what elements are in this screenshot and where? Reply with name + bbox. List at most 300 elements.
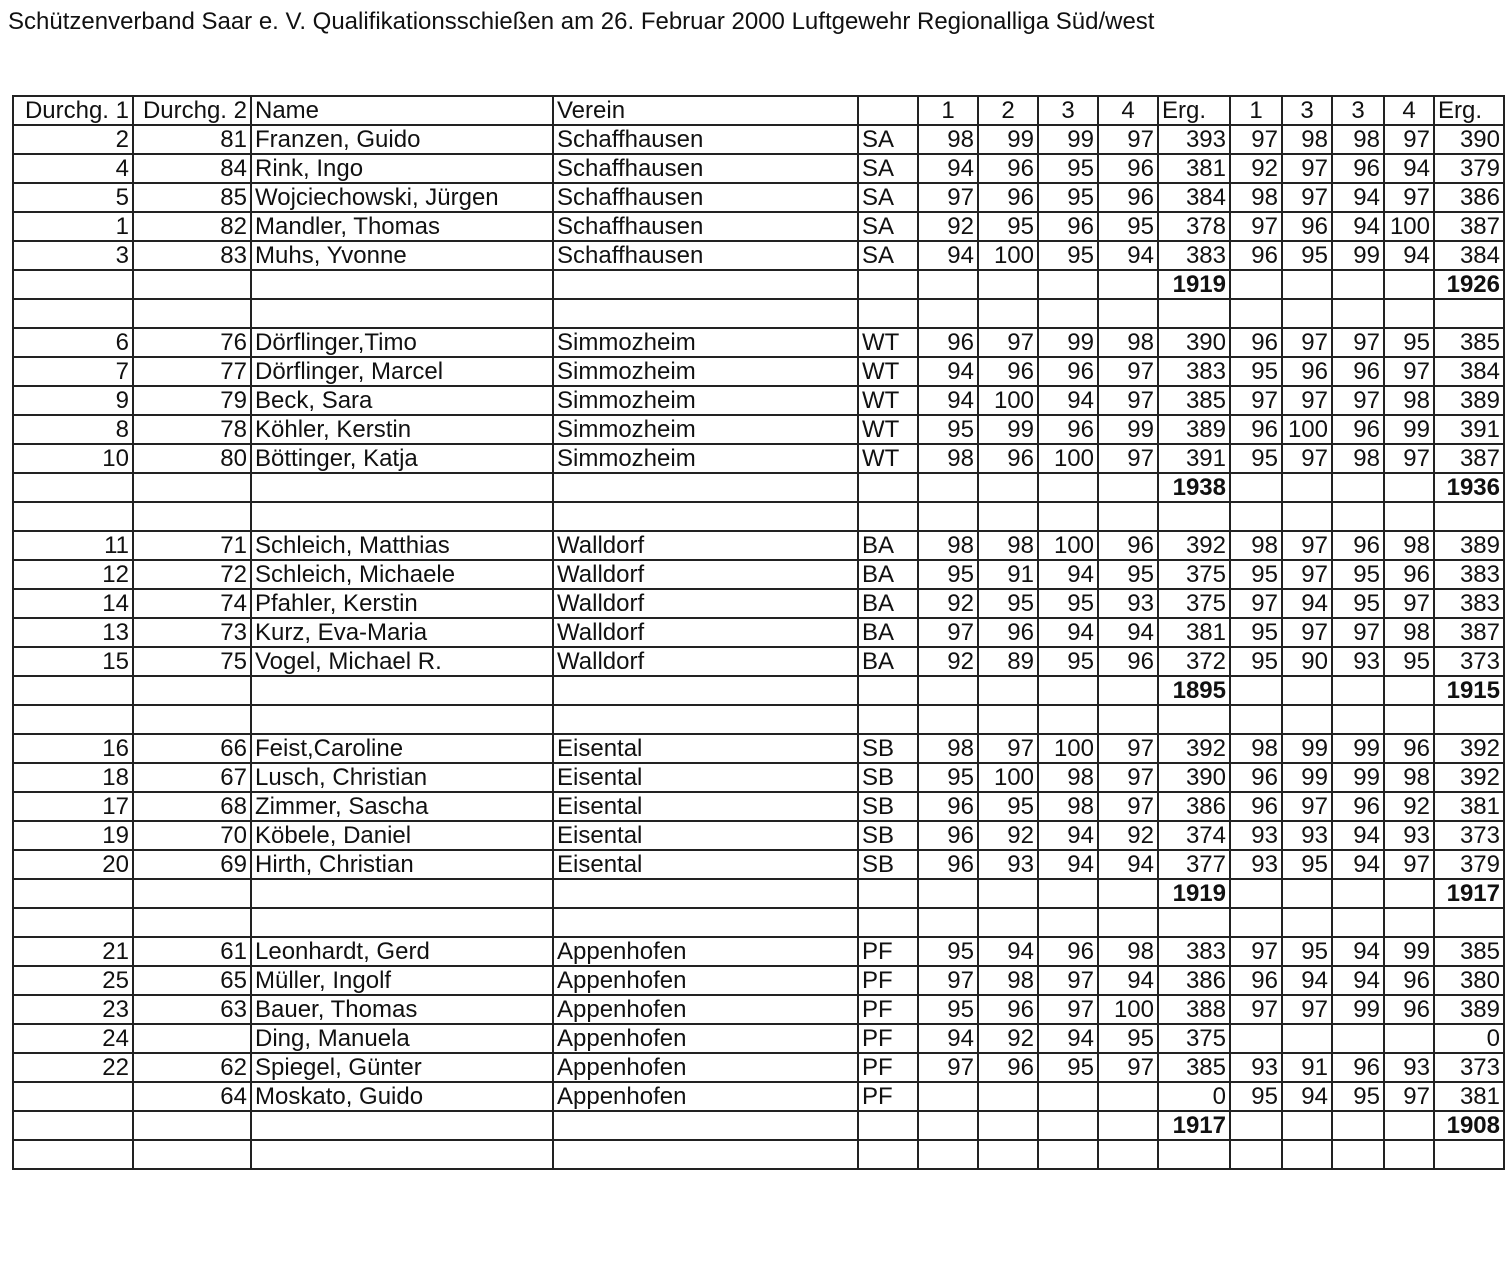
cell-d2-series-1: 96: [1230, 415, 1282, 444]
cell-d1-series-2: 98: [978, 531, 1038, 560]
cell-d2-series-4: [1384, 270, 1434, 299]
cell-d2-result: 389: [1434, 531, 1504, 560]
cell-d2-result: 391: [1434, 415, 1504, 444]
cell-d1-result: 390: [1158, 328, 1230, 357]
cell-d1-series-2: 96: [978, 154, 1038, 183]
cell-d2-series-1: 92: [1230, 154, 1282, 183]
document-title: Schützenverband Saar e. V. Qualifikationsschießen am 26. Februar 2000 Luftgewehr Regionalliga Süd/west: [8, 8, 1155, 35]
cell-durchgang-2: 79: [133, 386, 251, 415]
cell-d2-series-3: 95: [1332, 560, 1384, 589]
cell-d2-series-4: 97: [1384, 444, 1434, 473]
cell-name: Köbele, Daniel: [251, 821, 553, 850]
header-d1-series-3: 3: [1038, 96, 1098, 125]
header-d1-series-2: 2: [978, 96, 1038, 125]
cell-verein: [553, 705, 858, 734]
cell-d1-series-4: 97: [1098, 125, 1158, 154]
cell-d2-series-2: [1282, 473, 1332, 502]
cell-d2-series-2: 96: [1282, 212, 1332, 241]
cell-d1-result: 378: [1158, 212, 1230, 241]
cell-verein: [553, 1140, 858, 1169]
cell-d1-series-2: 94: [978, 937, 1038, 966]
cell-d2-series-3: 98: [1332, 125, 1384, 154]
cell-d1-result: [1158, 705, 1230, 734]
cell-d1-result: 393: [1158, 125, 1230, 154]
table-row: [13, 1053, 1504, 1082]
cell-d2-series-1: 97: [1230, 937, 1282, 966]
cell-d1-series-1: 95: [918, 415, 978, 444]
cell-d1-result: 381: [1158, 618, 1230, 647]
cell-d1-result: 386: [1158, 966, 1230, 995]
cell-d2-series-3: 94: [1332, 850, 1384, 879]
cell-d1-result: [1158, 502, 1230, 531]
cell-d1-result: 372: [1158, 647, 1230, 676]
header-d2-series-2: 3: [1282, 96, 1332, 125]
cell-d1-series-4: 94: [1098, 850, 1158, 879]
cell-d1-series-4: 97: [1098, 444, 1158, 473]
cell-d1-series-3: 95: [1038, 1053, 1098, 1082]
cell-durchgang-2: [133, 908, 251, 937]
cell-durchgang-1: [13, 879, 133, 908]
cell-region: SA: [858, 212, 918, 241]
cell-d2-series-4: [1384, 299, 1434, 328]
cell-d1-series-3: 97: [1038, 995, 1098, 1024]
cell-d1-series-2: [978, 879, 1038, 908]
cell-d2-series-4: [1384, 908, 1434, 937]
cell-d1-result: 392: [1158, 734, 1230, 763]
cell-durchgang-2: 76: [133, 328, 251, 357]
cell-d1-series-1: 98: [918, 444, 978, 473]
cell-d2-series-3: [1332, 908, 1384, 937]
header-row: [13, 96, 1504, 125]
cell-d1-series-1: [918, 1140, 978, 1169]
cell-name: Hirth, Christian: [251, 850, 553, 879]
cell-name: [251, 908, 553, 937]
cell-d1-result: 384: [1158, 183, 1230, 212]
cell-d1-series-1: [918, 879, 978, 908]
cell-d2-series-4: [1384, 705, 1434, 734]
cell-name: [251, 676, 553, 705]
cell-d1-series-4: [1098, 473, 1158, 502]
cell-d1-series-4: 95: [1098, 1024, 1158, 1053]
cell-d1-series-1: 95: [918, 937, 978, 966]
cell-d2-series-4: 95: [1384, 328, 1434, 357]
cell-d2-series-2: 97: [1282, 531, 1332, 560]
cell-d2-series-4: 99: [1384, 415, 1434, 444]
cell-d2-series-3: [1332, 705, 1384, 734]
cell-durchgang-1: [13, 1111, 133, 1140]
cell-d1-series-3: [1038, 705, 1098, 734]
cell-d2-series-2: [1282, 299, 1332, 328]
cell-d1-series-3: 95: [1038, 241, 1098, 270]
cell-d2-series-3: 94: [1332, 212, 1384, 241]
cell-d1-series-2: 99: [978, 415, 1038, 444]
cell-d1-series-4: 94: [1098, 241, 1158, 270]
cell-d1-series-2: 100: [978, 241, 1038, 270]
cell-d2-series-2: [1282, 1024, 1332, 1053]
cell-d1-series-3: 97: [1038, 966, 1098, 995]
cell-name: Beck, Sara: [251, 386, 553, 415]
cell-d1-series-3: [1038, 908, 1098, 937]
cell-durchgang-1: [13, 1140, 133, 1169]
cell-d2-result: 384: [1434, 241, 1504, 270]
cell-d2-series-4: 97: [1384, 589, 1434, 618]
cell-d1-series-4: 94: [1098, 966, 1158, 995]
cell-durchgang-1: 23: [13, 995, 133, 1024]
cell-d1-series-2: [978, 502, 1038, 531]
cell-d2-series-1: 97: [1230, 125, 1282, 154]
cell-name: Muhs, Yvonne: [251, 241, 553, 270]
cell-durchgang-2: [133, 299, 251, 328]
cell-d2-series-3: [1332, 676, 1384, 705]
cell-d2-series-1: 96: [1230, 328, 1282, 357]
cell-d1-series-3: 94: [1038, 560, 1098, 589]
cell-region: PF: [858, 937, 918, 966]
cell-durchgang-1: 17: [13, 792, 133, 821]
cell-d1-series-3: 95: [1038, 154, 1098, 183]
cell-durchgang-2: [133, 502, 251, 531]
cell-d1-series-4: 97: [1098, 763, 1158, 792]
cell-d2-series-1: [1230, 473, 1282, 502]
header-d1-series-1: 1: [918, 96, 978, 125]
header-d1-series-4: 4: [1098, 96, 1158, 125]
table-row: [13, 444, 1504, 473]
cell-verein: Eisental: [553, 850, 858, 879]
cell-d2-series-3: 95: [1332, 589, 1384, 618]
cell-d1-series-2: 98: [978, 966, 1038, 995]
cell-d1-series-2: [978, 676, 1038, 705]
cell-durchgang-2: 73: [133, 618, 251, 647]
cell-d1-series-1: 96: [918, 821, 978, 850]
header-d2-series-1: 1: [1230, 96, 1282, 125]
cell-region: SB: [858, 763, 918, 792]
cell-durchgang-1: 4: [13, 154, 133, 183]
cell-d2-series-4: [1384, 502, 1434, 531]
cell-durchgang-2: [133, 1024, 251, 1053]
cell-d1-result: 383: [1158, 357, 1230, 386]
cell-d2-series-2: 97: [1282, 386, 1332, 415]
cell-d1-series-3: [1038, 1140, 1098, 1169]
cell-region: SB: [858, 734, 918, 763]
cell-d1-series-4: 96: [1098, 154, 1158, 183]
cell-durchgang-2: 64: [133, 1082, 251, 1111]
cell-d2-result: 390: [1434, 125, 1504, 154]
cell-region: [858, 705, 918, 734]
cell-durchgang-1: 16: [13, 734, 133, 763]
table-body: [13, 125, 1504, 1169]
cell-d2-series-2: 94: [1282, 966, 1332, 995]
cell-d2-series-1: 95: [1230, 560, 1282, 589]
cell-name: Rink, Ingo: [251, 154, 553, 183]
cell-region: SA: [858, 154, 918, 183]
cell-d2-series-3: 99: [1332, 763, 1384, 792]
cell-d1-series-4: [1098, 879, 1158, 908]
cell-durchgang-1: 12: [13, 560, 133, 589]
cell-durchgang-1: 15: [13, 647, 133, 676]
cell-d1-series-2: 96: [978, 1053, 1038, 1082]
cell-name: Schleich, Matthias: [251, 531, 553, 560]
cell-d1-series-2: 96: [978, 995, 1038, 1024]
cell-verein: Eisental: [553, 734, 858, 763]
header-d2-result: Erg.: [1434, 96, 1504, 125]
cell-d1-result: 388: [1158, 995, 1230, 1024]
cell-d2-series-2: 97: [1282, 328, 1332, 357]
cell-d2-series-4: [1384, 1111, 1434, 1140]
cell-d1-series-4: [1098, 908, 1158, 937]
cell-name: Dörflinger, Marcel: [251, 357, 553, 386]
cell-d2-result: 387: [1434, 618, 1504, 647]
cell-d2-series-4: 93: [1384, 821, 1434, 850]
table-row: [13, 328, 1504, 357]
cell-d2-result: 373: [1434, 1053, 1504, 1082]
cell-durchgang-2: 81: [133, 125, 251, 154]
cell-d1-series-1: [918, 1082, 978, 1111]
cell-name: [251, 299, 553, 328]
cell-verein: Schaffhausen: [553, 183, 858, 212]
table-row: [13, 618, 1504, 647]
cell-durchgang-1: [13, 705, 133, 734]
cell-d2-result: 381: [1434, 1082, 1504, 1111]
cell-d2-result: 387: [1434, 212, 1504, 241]
cell-region: WT: [858, 386, 918, 415]
cell-durchgang-1: 11: [13, 531, 133, 560]
cell-d2-series-3: 93: [1332, 647, 1384, 676]
cell-d1-series-3: 95: [1038, 183, 1098, 212]
cell-name: Pfahler, Kerstin: [251, 589, 553, 618]
cell-durchgang-1: 2: [13, 125, 133, 154]
cell-d2-result: [1434, 908, 1504, 937]
cell-d2-result: 1936: [1434, 473, 1504, 502]
cell-verein: Walldorf: [553, 531, 858, 560]
cell-d1-series-2: 95: [978, 792, 1038, 821]
cell-d2-series-3: 99: [1332, 734, 1384, 763]
cell-d2-result: 383: [1434, 560, 1504, 589]
cell-d2-series-2: 97: [1282, 183, 1332, 212]
cell-d2-result: 1915: [1434, 676, 1504, 705]
cell-name: Leonhardt, Gerd: [251, 937, 553, 966]
cell-durchgang-2: 68: [133, 792, 251, 821]
cell-d1-series-4: 99: [1098, 415, 1158, 444]
cell-d2-series-4: [1384, 676, 1434, 705]
cell-d1-series-1: [918, 270, 978, 299]
cell-d1-result: 390: [1158, 763, 1230, 792]
cell-d1-series-3: [1038, 1111, 1098, 1140]
cell-d2-series-3: 94: [1332, 821, 1384, 850]
cell-verein: [553, 270, 858, 299]
cell-d1-series-1: 94: [918, 154, 978, 183]
cell-d2-series-2: 90: [1282, 647, 1332, 676]
cell-d2-series-4: 98: [1384, 763, 1434, 792]
cell-d1-series-4: 97: [1098, 357, 1158, 386]
cell-d2-series-2: 97: [1282, 560, 1332, 589]
cell-d1-result: 381: [1158, 154, 1230, 183]
cell-durchgang-1: 22: [13, 1053, 133, 1082]
cell-d2-series-2: [1282, 879, 1332, 908]
cell-verein: Walldorf: [553, 647, 858, 676]
cell-durchgang-2: 62: [133, 1053, 251, 1082]
cell-d2-result: 379: [1434, 850, 1504, 879]
cell-d2-series-3: 97: [1332, 618, 1384, 647]
cell-d2-series-4: 96: [1384, 966, 1434, 995]
cell-d2-series-2: 96: [1282, 357, 1332, 386]
cell-d2-series-4: 95: [1384, 647, 1434, 676]
cell-region: WT: [858, 357, 918, 386]
cell-name: Dörflinger,Timo: [251, 328, 553, 357]
cell-d1-series-3: 100: [1038, 531, 1098, 560]
cell-region: PF: [858, 995, 918, 1024]
cell-durchgang-1: 19: [13, 821, 133, 850]
spacer-row: [13, 705, 1504, 734]
cell-verein: Walldorf: [553, 618, 858, 647]
cell-d1-series-2: 93: [978, 850, 1038, 879]
cell-d1-series-1: 98: [918, 125, 978, 154]
cell-d1-result: [1158, 908, 1230, 937]
cell-verein: Appenhofen: [553, 995, 858, 1024]
cell-name: Kurz, Eva-Maria: [251, 618, 553, 647]
cell-d2-result: 386: [1434, 183, 1504, 212]
cell-durchgang-1: [13, 1082, 133, 1111]
cell-durchgang-2: 85: [133, 183, 251, 212]
cell-d2-series-4: 99: [1384, 937, 1434, 966]
cell-d1-series-4: 92: [1098, 821, 1158, 850]
cell-durchgang-2: 66: [133, 734, 251, 763]
table-row: [13, 937, 1504, 966]
cell-d2-series-4: 97: [1384, 125, 1434, 154]
header-d1-result: Erg.: [1158, 96, 1230, 125]
cell-durchgang-1: 8: [13, 415, 133, 444]
cell-region: BA: [858, 618, 918, 647]
cell-d2-result: 373: [1434, 821, 1504, 850]
cell-d2-series-1: [1230, 1111, 1282, 1140]
cell-d1-series-3: [1038, 299, 1098, 328]
cell-d2-series-3: 98: [1332, 444, 1384, 473]
cell-region: WT: [858, 444, 918, 473]
cell-d1-series-1: [918, 473, 978, 502]
cell-d2-series-1: 95: [1230, 647, 1282, 676]
cell-region: SB: [858, 792, 918, 821]
spacer-row: [13, 1140, 1504, 1169]
cell-d2-series-4: 96: [1384, 560, 1434, 589]
cell-d1-series-3: [1038, 1082, 1098, 1111]
cell-d1-series-1: 94: [918, 357, 978, 386]
cell-durchgang-1: 5: [13, 183, 133, 212]
cell-verein: [553, 502, 858, 531]
table-row: [13, 995, 1504, 1024]
score-table: [12, 95, 1505, 1170]
cell-d2-result: [1434, 1140, 1504, 1169]
cell-verein: Simmozheim: [553, 357, 858, 386]
cell-name: Vogel, Michael R.: [251, 647, 553, 676]
cell-durchgang-1: [13, 299, 133, 328]
cell-verein: Schaffhausen: [553, 241, 858, 270]
cell-durchgang-1: 14: [13, 589, 133, 618]
cell-d2-series-4: 92: [1384, 792, 1434, 821]
cell-d2-series-3: [1332, 502, 1384, 531]
cell-d1-series-4: 94: [1098, 618, 1158, 647]
cell-d1-series-3: [1038, 676, 1098, 705]
cell-durchgang-2: 67: [133, 763, 251, 792]
cell-d1-series-2: [978, 1140, 1038, 1169]
cell-d1-series-4: 93: [1098, 589, 1158, 618]
cell-d1-series-2: 92: [978, 1024, 1038, 1053]
cell-d2-series-4: [1384, 1140, 1434, 1169]
cell-d1-series-1: 94: [918, 241, 978, 270]
cell-durchgang-1: [13, 270, 133, 299]
cell-durchgang-1: 25: [13, 966, 133, 995]
cell-name: Wojciechowski, Jürgen: [251, 183, 553, 212]
cell-d1-result: 385: [1158, 1053, 1230, 1082]
table-row: [13, 125, 1504, 154]
cell-durchgang-2: 70: [133, 821, 251, 850]
cell-verein: Eisental: [553, 821, 858, 850]
cell-d2-series-2: 97: [1282, 995, 1332, 1024]
cell-d2-series-3: [1332, 879, 1384, 908]
cell-region: PF: [858, 966, 918, 995]
cell-d1-series-3: [1038, 270, 1098, 299]
cell-d1-series-3: 96: [1038, 415, 1098, 444]
cell-region: [858, 676, 918, 705]
cell-d2-series-1: 95: [1230, 444, 1282, 473]
table-row: [13, 647, 1504, 676]
cell-d1-series-3: 96: [1038, 212, 1098, 241]
cell-d1-result: 1895: [1158, 676, 1230, 705]
cell-verein: Eisental: [553, 763, 858, 792]
cell-d1-series-2: 97: [978, 328, 1038, 357]
cell-d1-series-2: 92: [978, 821, 1038, 850]
cell-durchgang-1: 10: [13, 444, 133, 473]
header-d2-series-4: 4: [1384, 96, 1434, 125]
cell-d2-series-1: 96: [1230, 763, 1282, 792]
cell-region: SA: [858, 183, 918, 212]
table-row: [13, 357, 1504, 386]
cell-name: Böttinger, Katja: [251, 444, 553, 473]
cell-d2-series-3: 96: [1332, 154, 1384, 183]
cell-d2-series-3: [1332, 1111, 1384, 1140]
cell-d1-series-3: 98: [1038, 763, 1098, 792]
table-row: [13, 560, 1504, 589]
table-row: [13, 1082, 1504, 1111]
cell-d2-series-1: 95: [1230, 1082, 1282, 1111]
cell-d2-series-2: 94: [1282, 1082, 1332, 1111]
cell-durchgang-1: 6: [13, 328, 133, 357]
cell-durchgang-2: [133, 676, 251, 705]
table-row: [13, 821, 1504, 850]
cell-name: Franzen, Guido: [251, 125, 553, 154]
cell-region: BA: [858, 531, 918, 560]
cell-d1-series-3: 99: [1038, 328, 1098, 357]
cell-d1-series-3: 99: [1038, 125, 1098, 154]
cell-d2-series-2: 95: [1282, 850, 1332, 879]
cell-d2-series-3: 97: [1332, 386, 1384, 415]
cell-verein: Simmozheim: [553, 328, 858, 357]
cell-d2-series-1: 96: [1230, 792, 1282, 821]
cell-d2-series-3: 96: [1332, 531, 1384, 560]
cell-durchgang-1: [13, 908, 133, 937]
spacer-row: [13, 502, 1504, 531]
cell-d1-series-1: 96: [918, 850, 978, 879]
cell-d1-series-1: [918, 705, 978, 734]
cell-d2-series-1: [1230, 502, 1282, 531]
cell-d2-result: [1434, 705, 1504, 734]
cell-d1-series-4: [1098, 1111, 1158, 1140]
cell-d1-series-1: [918, 502, 978, 531]
cell-d2-series-2: 100: [1282, 415, 1332, 444]
cell-d1-result: 1919: [1158, 270, 1230, 299]
cell-durchgang-2: 78: [133, 415, 251, 444]
cell-d2-series-1: 93: [1230, 821, 1282, 850]
table-row: [13, 154, 1504, 183]
spacer-row: [13, 908, 1504, 937]
cell-durchgang-2: [133, 1140, 251, 1169]
